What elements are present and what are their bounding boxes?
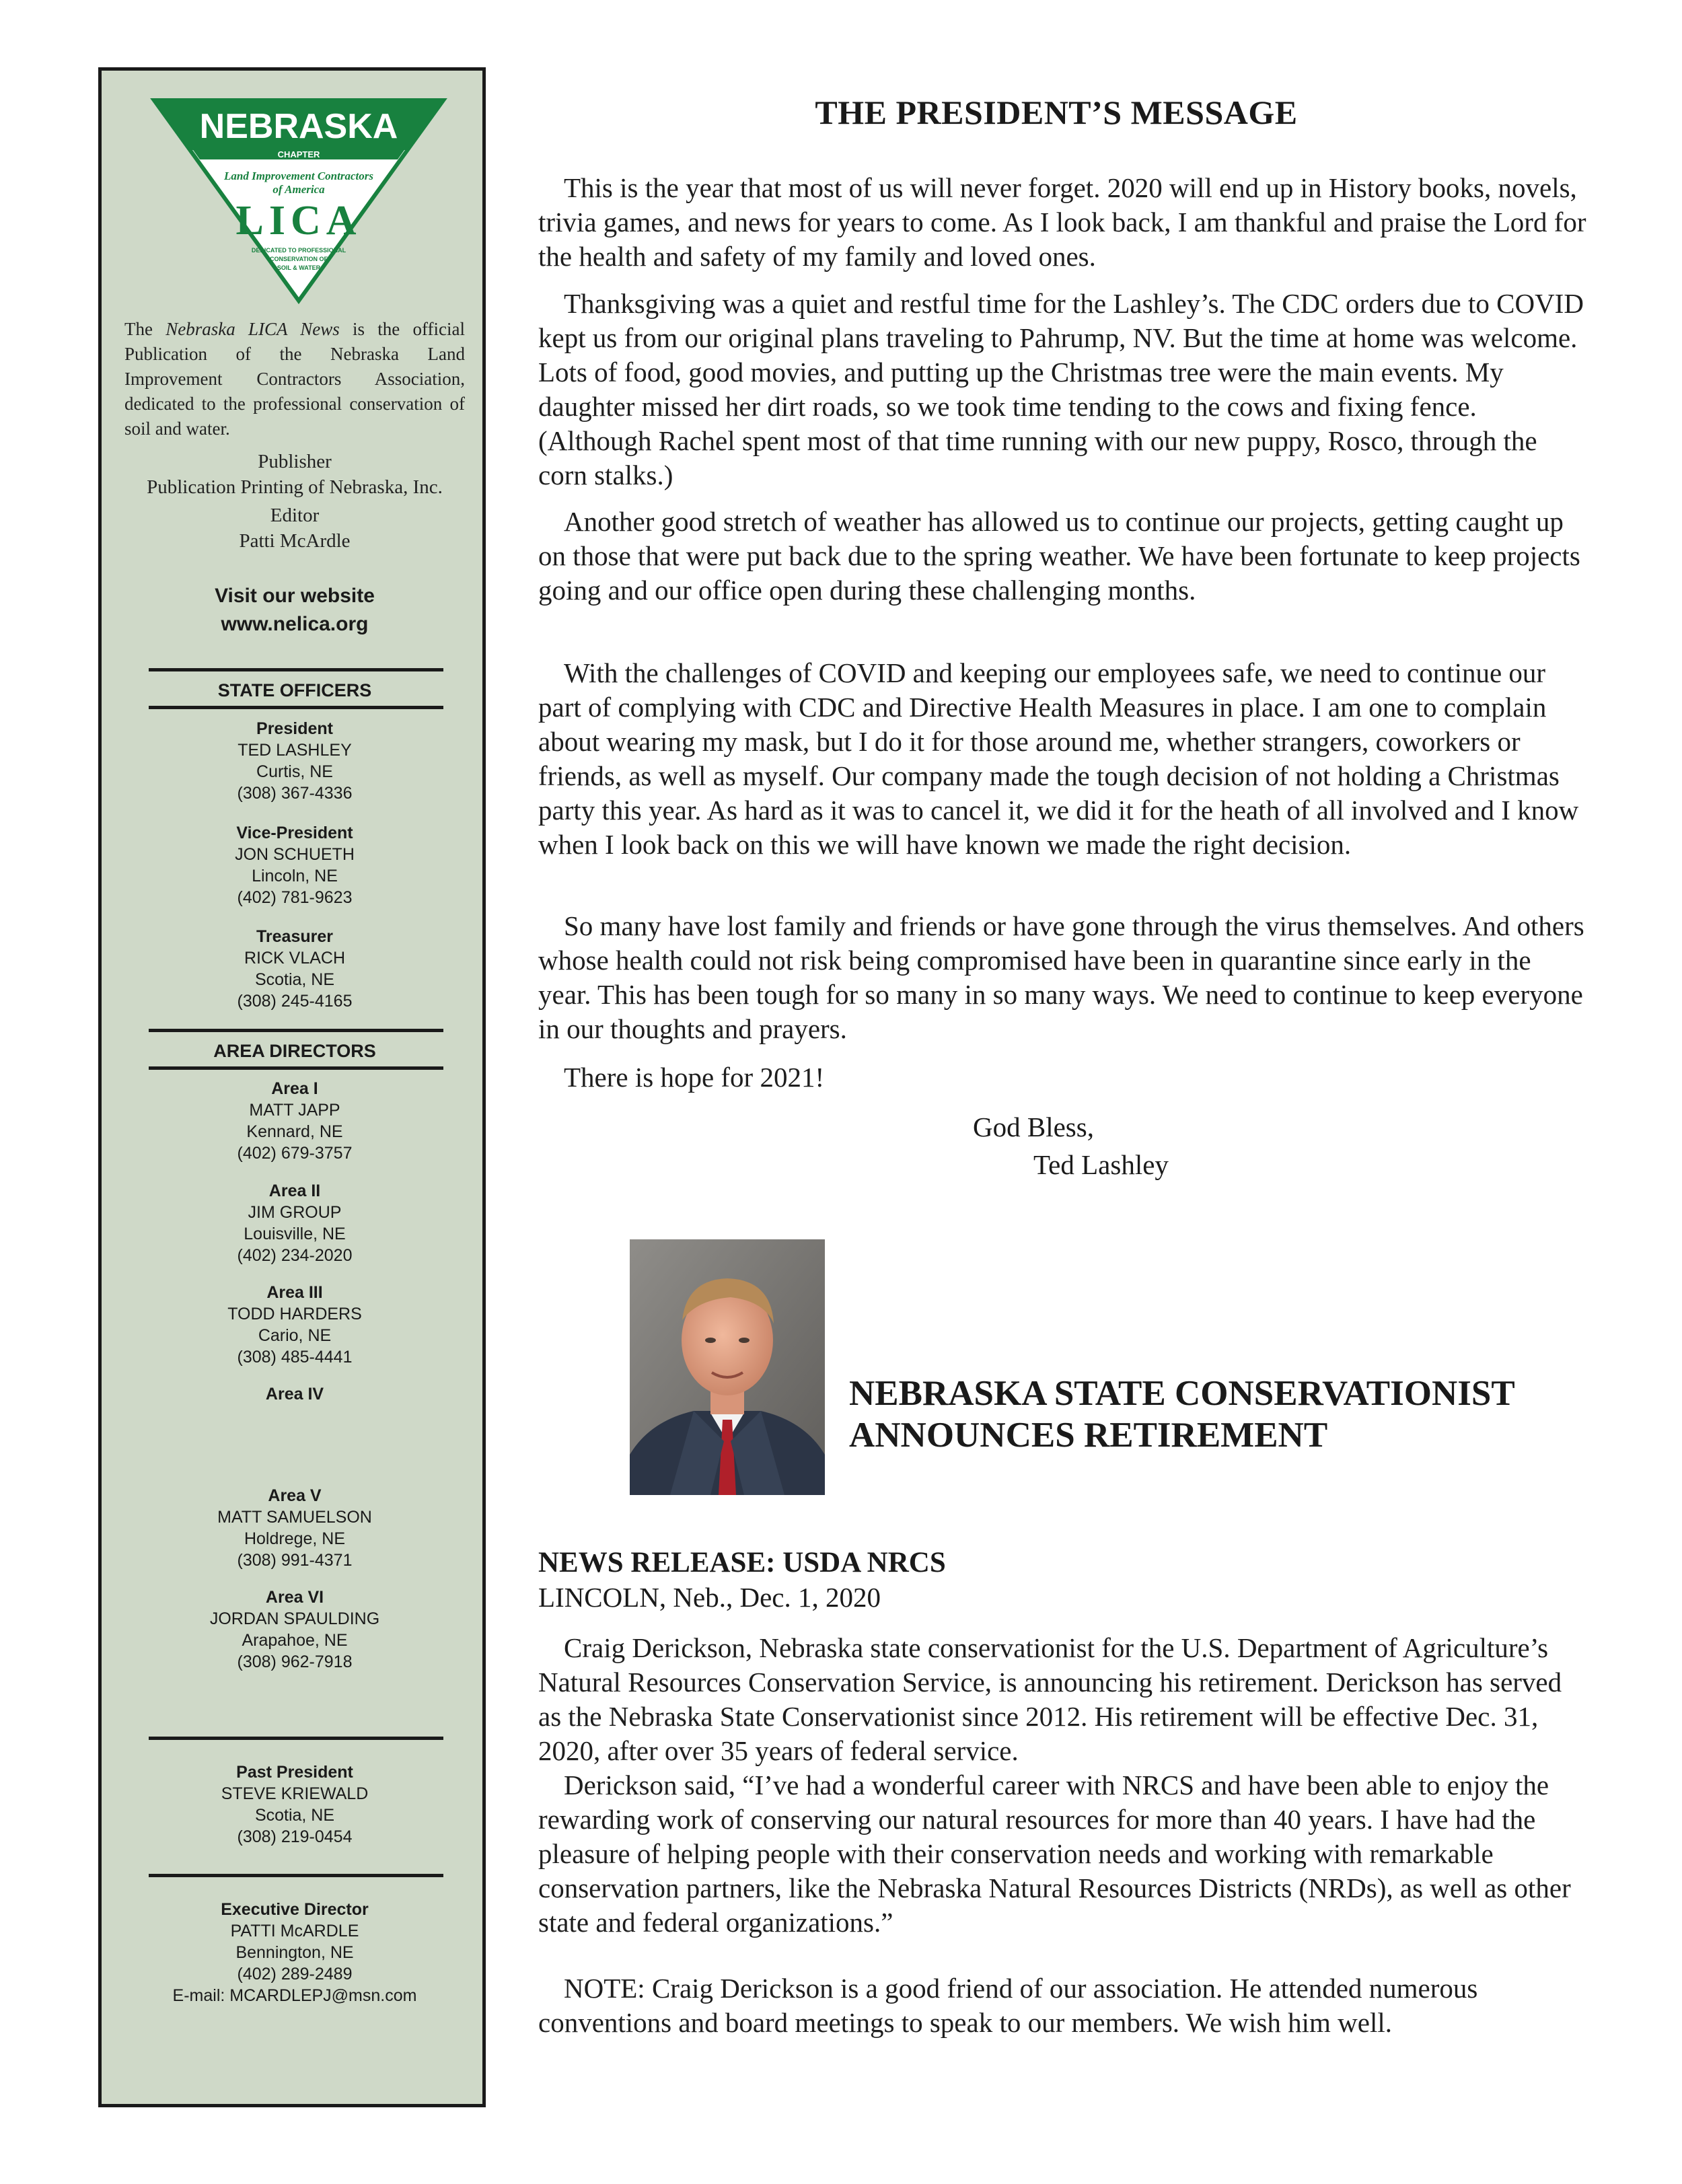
release-paragraph: Derickson said, “I’ve had a wonderful career with NRCS and have been able to enjoy the rewarding work of conserving our natural resources for more than 40 years. I have had the pleasure of helping people with their conservation needs and working with remarkable conservation partners, like the Nebraska Natural Resources Districts (NRDs), as well as other state and federal organizations.” [538,1770,1571,1938]
logo-org-line1: Land Improvement Contractors [224,170,373,182]
director-area-3 [124,1282,465,1368]
executive-director [124,1899,465,2006]
director-city: Kennard, NE [246,1122,343,1141]
dateline: LINCOLN, Neb., Dec. 1, 2020 [538,1582,881,1613]
publisher-label: Publisher [258,451,332,472]
divider [149,1874,443,1877]
headline-line: ANNOUNCES RETIREMENT [849,1416,1328,1455]
director-area: Area IV [265,1385,324,1404]
director-phone: (308) 485-4441 [237,1348,353,1367]
officer-vice-president [124,822,465,908]
director-area: Area V [268,1486,322,1505]
publication-description [124,317,465,441]
officer-role: President [256,719,333,738]
message-paragraph: Another good stretch of weather has allowed us to continue our projects, getting caught up on those that were put back due to the spring weather. We have been fortunate to keep projects going and our office open during these challenging months. [538,506,1580,606]
officer-president [124,718,465,804]
message-paragraph: With the challenges of COVID and keeping our employees safe, we need to continue our part of complying with CDC and Directive Health Measures in place. I am one to complain about wearing my mask, but I do it for those around me, whether strangers, coworkers or friends, as well as myself. Our company made the tough decision of not holding a Christmas party this year. As hard as it was to cancel it, we did it for the heath of all involved and I know when I look back on this we will have known we made the right decision. [538,657,1579,860]
officer-city: Curtis, NE [256,762,333,781]
director-city: Louisville, NE [244,1225,346,1243]
logo-acronym: LICA [235,198,362,244]
officer-role: Vice-President [236,824,353,842]
message-paragraph: So many have lost family and friends or have gone through the virus themselves. And others whose health could not risk being compromised have been in quarantine since early in the year. This has been tough for so many in so many ways. We need to continue to keep everyone in our thoughts and prayers. [538,910,1584,1044]
officer-phone: (308) 245-4165 [237,992,353,1011]
nebraska-lica-logo [149,96,449,305]
past-president [124,1761,465,1848]
officer-name: JON SCHUETH [235,845,355,864]
director-area-6 [124,1587,465,1673]
officer-name: STEVE KRIEWALD [221,1784,369,1803]
headline-line: NEBRASKA STATE CONSERVATIONIST [849,1374,1515,1413]
officer-role: Past President [236,1763,353,1782]
editor-name: Patti McArdle [239,530,351,552]
retirement-headline [849,1373,1603,1456]
director-area-2 [124,1180,465,1266]
officer-phone: (308) 219-0454 [237,1827,353,1846]
closing: God Bless, [973,1112,1094,1142]
officer-phone: (308) 367-4336 [237,784,353,803]
release-paragraph: Craig Derickson, Nebraska state conservationist for the U.S. Department of Agriculture’s Natural Resources Conservation Service, is announcing his retirement. Derickson has served as the Nebraska State Conservationist since 2012. His retirement will be effective Dec. 31, 2020, after over 35 years of federal service. [538,1632,1562,1766]
divider [149,706,443,709]
visit-website-label: Visit our website [215,585,375,607]
officer-city: Lincoln, NE [252,867,338,885]
logo-tagline2: CONSERVATION OF [269,256,328,262]
officer-email[interactable]: E-mail: MCARDLEPJ@msn.com [172,1986,417,2005]
director-name: MATT JAPP [249,1101,340,1120]
director-area: Area I [271,1079,318,1098]
director-area-1 [124,1078,465,1164]
area-directors-heading: AREA DIRECTORS [213,1041,376,1061]
officer-name: PATTI McARDLE [230,1922,359,1940]
director-city: Cario, NE [258,1326,332,1345]
signature: Ted Lashley [1033,1149,1169,1180]
director-name: JORDAN SPAULDING [209,1609,380,1628]
website-link[interactable]: www.nelica.org [221,613,369,635]
news-release-label: NEWS RELEASE: USDA NRCS [538,1547,946,1578]
officer-role: Treasurer [256,927,333,946]
director-city: Arapahoe, NE [242,1631,348,1650]
director-area: Area III [266,1283,323,1302]
officer-treasurer [124,926,465,1012]
director-phone: (308) 962-7918 [237,1652,353,1671]
officer-name: TED LASHLEY [237,741,352,760]
officer-city: Scotia, NE [254,1806,335,1825]
officer-role: Executive Director [221,1900,369,1919]
logo-chapter: CHAPTER [277,149,320,159]
director-phone: (402) 679-3757 [237,1144,353,1163]
logo-org-line2: of America [272,183,325,196]
director-phone: (402) 234-2020 [237,1246,353,1265]
about-suffix: is the official Publication of the Nebraska Land Improvement Contractors Association, dedicated to the professional conservation of soil and water. [124,319,465,439]
publication-name: Nebraska LICA News [166,319,340,339]
logo-tagline3: SOIL & WATER [277,264,321,271]
director-area: Area II [268,1181,321,1200]
logo-title: NEBRASKA [199,107,398,146]
divider [149,1029,443,1032]
sidebar [98,67,486,2107]
message-paragraph: There is hope for 2021! [564,1062,825,1093]
director-phone: (308) 991-4371 [237,1551,353,1570]
officer-city: Bennington, NE [235,1943,354,1962]
portrait-photo [630,1239,825,1495]
release-paragraph: NOTE: Craig Derickson is a good friend of our association. He attended numerous conventions and board meetings to speak to our members. We wish him well. [538,1973,1478,2038]
director-area: Area VI [265,1588,324,1607]
publisher-name: Publication Printing of Nebraska, Inc. [147,476,443,498]
director-area-4 [124,1383,465,1405]
editor-label: Editor [270,505,320,526]
officer-city: Scotia, NE [254,970,335,989]
divider [149,1066,443,1070]
message-paragraph: This is the year that most of us will never forget. 2020 will end up in History books, novels, trivia games, and news for years to come. As I look back, I am thankful and praise the Lord for the health and safety of my family and loved ones. [538,172,1586,272]
officer-name: RICK VLACH [244,949,346,968]
presidents-message-title: THE PRESIDENT’S MESSAGE [815,94,1298,131]
director-name: MATT SAMUELSON [217,1508,372,1527]
about-prefix: The [124,319,166,339]
director-name: TODD HARDERS [227,1305,362,1323]
state-officers-heading: STATE OFFICERS [217,680,372,700]
director-city: Holdrege, NE [244,1529,346,1548]
logo-tagline1: DEDICATED TO PROFESSIONAL [251,247,346,254]
officer-phone: (402) 289-2489 [237,1965,353,1983]
divider [149,668,443,671]
divider [149,1737,443,1740]
director-area-5 [124,1485,465,1571]
officer-phone: (402) 781-9623 [237,888,353,907]
director-name: JIM GROUP [248,1203,342,1222]
message-paragraph: Thanksgiving was a quiet and restful time for the Lashley’s. The CDC orders due to COVID kept us from our original plans traveling to Pahrump, NV. But the time at home was welcome. Lots of food, good movies, and putting up the Christmas tree were the main events. My daughter missed her dirt roads, so we took time tending to the cows and fixing fence. (Although Rachel spent most of that time running with our new puppy, Rosco, through the corn stalks.) [538,288,1584,490]
